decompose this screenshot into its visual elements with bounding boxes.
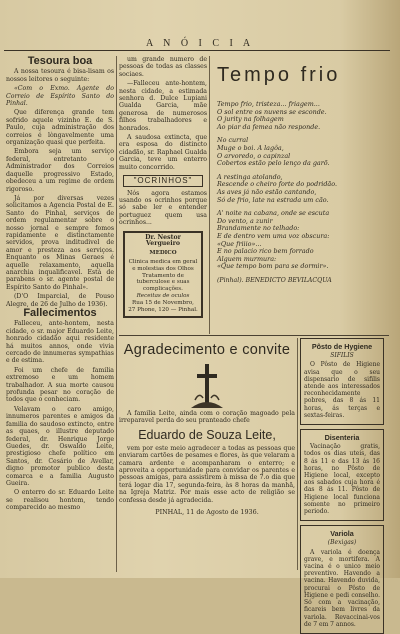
column-divider-2 — [209, 56, 210, 334]
column-left — [6, 56, 114, 571]
falec-paragraph-2: Foi um chefe de familia extremoso e um homem trabalhador. A sua morte causou profunda pesar no coração de todos que o conheciam. — [6, 366, 114, 404]
tesoura-paragraph-1: A nossa tesoura é bisa-lisam os nossos leitores o seguinte: — [6, 68, 114, 83]
posto-box — [300, 338, 384, 425]
masthead-title: A N Ó I C I A — [145, 38, 255, 49]
poem-line: A' noite na cabana, onde se escuta — [217, 209, 330, 218]
poem-line: Muge o boi. A lagôa, — [217, 143, 284, 152]
ad-doctor-name: Dr. Nestor Vergueiro — [145, 233, 181, 248]
poem-stanza-2 — [217, 137, 381, 167]
agradecimento-notice — [119, 338, 295, 570]
tesoura-paragraph-2: «Com o Exmo. Agente do Correio de Espírito Santo do Pinhal. — [6, 85, 114, 108]
col2-paragraph-4: Nós agora estamos usando os ocrinhos porque só sabe ler e entender portuguez quem usa ocrinhos... — [119, 189, 207, 227]
poem-line: As aves já não estão cantando, — [217, 187, 317, 196]
agradecimento-footer: PINHAL, 11 de Agosto de 1936. — [155, 508, 259, 517]
poem-line: O jurity na folhagem — [217, 115, 284, 124]
agradecimento-paragraph-2: vem por este meio agradecer a todas as pessoas que enviaram cartões de pesames e flores, às que velaram a camara ardente e acompanharam o enterro; e aproveita a opportunidade para convidar os parentes e pessoas amigas, para assistirem à missa de 7.o dia que terá logar dia 17, segunda-feira, às 8 horas da manhã, na Igreja Matriz. Por mais esse acto de religião se confessa desde já agradecida. — [119, 444, 295, 504]
column-divider-1 — [116, 56, 117, 572]
falec-paragraph-1: Falleceu, ante-hontem, nesta cidade, o sr. major Eduardo Leite, honrado cidadão aqui residente há muitos annos, onde vivia cercado de innumeras sympathias e de estima. — [6, 320, 114, 365]
memorial-cross-icon — [187, 362, 227, 410]
posto-subtitle: SIFILIS — [330, 352, 354, 360]
poem-line: Alguem murmura: — [217, 254, 277, 263]
agradecimento-paragraph-1: A familia Leite, ainda com o coração magoado pela irreparavel perda do seu pranteado chefe — [119, 410, 295, 425]
variola-subtitle: (Bexigas) — [327, 539, 357, 547]
ad-doctor-role: MEDICO — [149, 250, 177, 257]
header-rule — [4, 50, 390, 51]
posto-title: Pôsto de Hygiene — [311, 342, 373, 351]
variola-title: Variola — [330, 529, 354, 539]
tesoura-paragraph-5: Já por diversas vezes solicitamos a Agencia Postal de E. Santo do Pinhal, serviços de ordem regulamentar sobre o nosso jornal e sempre fomos rapidamente e distinctamente servidos, prova inditudivel de amor e presteza aos serviços. Enquanto os Minas Geraes é aquelle relaxamento, aquella anarchia inqualificavel. Está de parabens o sr. agente postal de Espírito Santo do Pinhal». — [6, 194, 114, 291]
poem-stanza-3 — [217, 174, 381, 204]
ad-line-4: Rua 15 de Novembro, 27 Phone, 120 — Pinhal. — [128, 299, 198, 313]
col2-paragraph-2: —Falleceu ante-hontem, nesta cidade, a estimada senhora d. Dulce Lupiani Gualda Garcia, mãe generosa de numerosos filhos trabalhadores e honrados. — [119, 80, 207, 132]
poem-line: Brandamente no telhado: — [217, 224, 300, 233]
column-divider-3 — [297, 338, 298, 570]
doctor-advertisement — [123, 231, 203, 319]
falec-paragraph-4: O enterro do sr. Eduardo Leite se realisou hontem, tendo comparecido ao mesmo — [6, 489, 114, 512]
fallecimentos-headline: Fallecimentos — [23, 307, 97, 319]
variola-paragraph: A variola é doença grave, e mortifera. A vacina é o unico meio preventivo. Havendo a vacina. Havendo duvida, procurai o Pôsto de Higiene e pedi conselho. Só com a vacinação, ficareis bem livres da variola. Revaccinai-vos de 7 em 7 annos. — [304, 548, 380, 628]
poem-line: No curral — [217, 136, 249, 145]
poem-signature: (Pinhal). BENEDICTO BEVILACQUA — [217, 276, 332, 284]
col2-paragraph-1: um grande numero de pessoas de todas as classes sociaes. — [119, 56, 207, 78]
tesoura-headline: Tesoura boa — [27, 55, 93, 67]
poem-title: Tempo frio — [217, 64, 341, 86]
variola-box — [300, 525, 384, 634]
column-middle — [119, 56, 207, 334]
section-rule — [119, 335, 389, 336]
poem-line: E no palacio rico bem forrado — [217, 247, 314, 256]
ocrinhos-heading: "OCRINHOS" — [123, 175, 203, 186]
agradecimento-title: Agradecimento e convite — [123, 342, 291, 358]
poem-line: «Que friiio»... — [217, 239, 262, 248]
tesoura-paragraph-4: Embora seja um serviço federal, entretanto o Administrador dos Correios daquelle progressivo Estado, obedeceu a um regime de ordem rigoroso. — [6, 148, 114, 193]
ad-line-3: Receitas de oculos — [136, 292, 190, 299]
poem-line: Do vento, a zunir — [217, 216, 273, 225]
ad-line-1: Clinica medica em geral e molestias dos Olhos — [128, 258, 198, 272]
col2-paragraph-3: A saudosa extincta, que era esposa do distincto cidadão, sr. Raphael Gualda Garcia, teve um enterro muito concorrido. — [119, 134, 207, 171]
falec-paragraph-3: Velavam o caro amigo, innumeros parentes e amigos da familia do saudoso extincto, entre as quaes, o illustre deputado federal, dr. Henrique Jorge Guedes, dr. Oswaldo Leite, prestigioso chefe político em Santos, dr. Cesário de Avellar, digno promotor publico desta comarca e a familia Augusto Gueira. — [6, 405, 114, 487]
poem-line: Tempo frio, tristeza... friagem... — [217, 100, 320, 108]
poem-line: Cobertos estão pelo lenço da garõ. — [217, 159, 330, 168]
disenteria-paragraph: Vacinação gratis, todos os dias uteis, das 8 ás 11 e das 13 ás 16 horas, no Pôsto de Higiene local, excepto aos sabados cuja hora é das 8 ás 11. Pôsto de Higiene local funciona somente no primeiro periodo. — [304, 443, 380, 516]
disenteria-title: Disenteria — [324, 433, 360, 443]
poem-line: E de dentro vem uma voz obscura: — [217, 231, 330, 240]
poem-line: Ao piar da femea não responde. — [217, 122, 321, 131]
poem-line: A restinga atolando, — [217, 172, 283, 181]
tesoura-paragraph-3: Que diferença grande tem sofrido aquele vizinho E. de S. Paulo, cuja administração dos correios é lòngavelmente uma organização quasi que perfeita. — [6, 109, 114, 147]
poem-line: O sol entre os nuvens se esconde. — [217, 107, 327, 116]
page-header — [0, 0, 400, 52]
ad-line-2: Tratamento de tuberculose e suas complicações. — [136, 272, 190, 293]
poem-stanza-1 — [217, 101, 381, 131]
tesoura-paragraph-6: (D'O Imparcial, de Pouso Alegre, de 26 de Julho de 1936). — [6, 293, 114, 308]
poem-line: Só de frio, late na estrada um cão. — [217, 195, 329, 204]
poem-tempo-frio — [211, 56, 381, 334]
poem-line: Rescende o cheiro forte do podridão. — [217, 180, 338, 189]
deceased-name: Eduardo de Souza Leite, — [138, 427, 276, 442]
poem-line: «Que tempo bom para se dormir». — [217, 262, 329, 271]
disenteria-box — [300, 429, 384, 521]
poem-stanza-4 — [217, 210, 381, 271]
posto-paragraph: O Pôsto de Higiene avisa que o seu dispensario de sifilis atende aos interessados reconhecidamente pobres, das 8 ás 11 horas, ás terças e sextas-feiras. — [304, 361, 380, 419]
column-right — [300, 338, 384, 628]
poem-line: O arvoredo, o capinzal — [217, 151, 291, 160]
